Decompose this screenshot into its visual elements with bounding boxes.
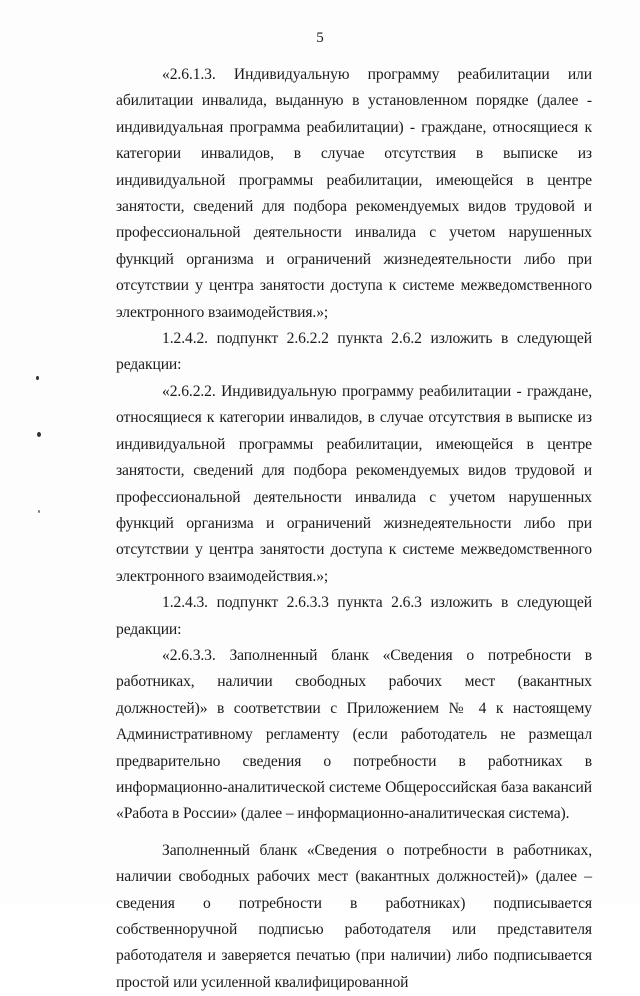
page-number: 5 (316, 30, 324, 46)
scan-speck (37, 432, 41, 437)
paragraph-filled-form: Заполненный бланк «Сведения о потребности в работниках, наличии свободных рабочих мест (вакантных должностей)» (далее – сведения о потребности в работниках) подписывается собственноручной подписью работодателя или представителя работодателя и заверяется печатью (при наличии) либо подписывается простой или усиленной квалифицированной (116, 841, 592, 991)
paragraph-2-6-1-3: «2.6.1.3. Индивидуальную программу реабилитации или абилитации инвалида, выданную в установленном порядке (далее - индивидуальная программа реабилитации) - граждане, относящиеся к категории инвалидов, в случае отсутствия в выписке из индивидуальной программы реабилитации, имеющейся в центре занятости, сведений для подбора рекомендуемых видов трудовой и профессиональной деятельности инвалида с учетом нарушенных функций организма и ограничений жизнедеятельности либо при отсутствии у центра занятости доступа к системе межведомственного электронного взаимодействия.»; (116, 66, 592, 321)
paragraph-2-6-2-2: «2.6.2.2. Индивидуальную программу реабилитации - граждане, относящиеся к категории инвалидов, в случае отсутствия в выписке из индивидуальной программы реабилитации, имеющейся в центре занятости, сведений для подбора рекомендуемых видов трудовой и профессиональной деятельности инвалида с учетом нарушенных функций организма и ограничений жизнедеятельности либо при отсутствии у центра занятости доступа к системе межведомственного электронного взаимодействия.»; (116, 382, 592, 585)
scan-speck (36, 376, 39, 380)
document-body (116, 62, 592, 996)
scan-speck (38, 510, 40, 513)
paragraph-1-2-4-3: 1.2.4.3. подпункт 2.6.3.3 пункта 2.6.3 изложить в следующей редакции: (116, 594, 592, 638)
paragraph-1-2-4-2: 1.2.4.2. подпункт 2.6.2.2 пункта 2.6.2 изложить в следующей редакции: (116, 330, 592, 374)
paragraph-2-6-3-3: «2.6.3.3. Заполненный бланк «Сведения о потребности в работниках, наличии свободных рабочих мест (вакантных должностей)» в соответствии с Приложением № 4 к настоящему Административному регламенту (если работодатель не размещал предварительно сведения о потребности в работниках в информационно-аналитической системе Общероссийская база вакансий «Работа в России» (далее – информационно-аналитическая система). (116, 646, 592, 823)
